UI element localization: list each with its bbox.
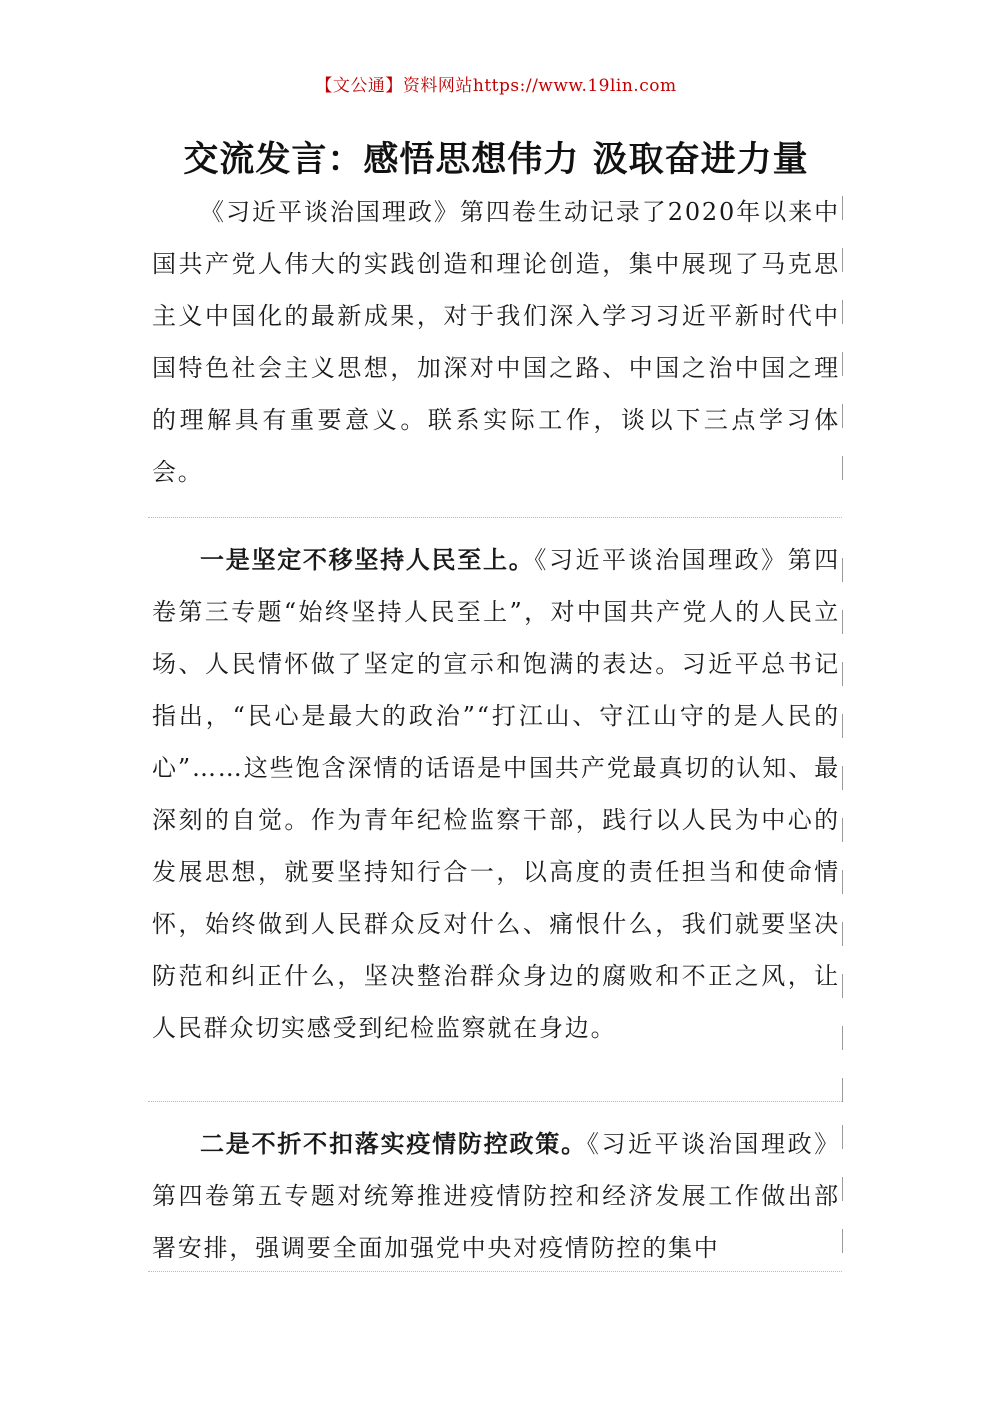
line-end-mark [842,870,843,894]
intro-paragraph [152,186,840,498]
point-one-paragraph [152,534,840,1054]
line-end-mark [842,558,843,582]
line-end-mark [842,1177,843,1201]
paragraph-body: 《习近平谈治国理政》第四卷生动记录了2020年以来中国共产党人伟大的实践创造和理论创造，集中展现了马克思主义中国化的最新成果，对于我们深入学习习近平新时代中国特色社会主义思想，加深对中国之路、中国之治中国之理的理解具有重要意义。联系实际工作，谈以下三点学习体会。 [152,198,840,486]
paragraph-body: 《习近平谈治国理政》第四卷第三专题“始终坚持人民至上”，对中国共产党人的人民立场、人民情怀做了坚定的宣示和饱满的表达。习近平总书记指出，“民心是最大的政治”“打江山、守江山守的是人民的心”……这些饱含深情的话语是中国共产党最真切的认知、最深刻的自觉。作为青年纪检监察干部，践行以人民为中心的发展思想，就要坚持知行合一，以高度的责任担当和使命情怀，始终做到人民群众反对什么、痛恨什么，我们就要坚决防范和纠正什么，坚决整治群众身边的腐败和不正之风，让人民群众切实感受到纪检监察就在身边。 [152,546,840,1042]
line-end-mark [842,300,843,324]
section-divider [148,1271,842,1272]
line-end-mark [842,818,843,842]
section-divider [148,517,842,518]
line-end-mark [842,1078,843,1102]
line-end-mark [842,922,843,946]
line-end-mark [842,456,843,480]
page-title: 交流发言：感悟思想伟力 汲取奋进力量 [183,139,809,180]
line-end-mark [842,1125,843,1149]
line-end-mark [842,974,843,998]
line-end-mark [842,1229,843,1253]
line-end-mark [842,662,843,686]
paragraph-lead: 二是不折不扣落实疫情防控政策。 [200,1130,587,1158]
paragraph-body: 《习近平谈治国理政》第四卷第五专题对统筹推进疫情防控和经济发展工作做出部署安排，强调要全面加强党中央对疫情防控的集中 [152,1130,840,1262]
line-end-mark [842,404,843,428]
source-website-line: 【文公通】资料网站https://www.19lin.com [315,76,677,96]
line-end-mark [842,1026,843,1050]
line-end-mark [842,714,843,738]
line-end-mark [842,352,843,376]
line-end-mark [842,248,843,272]
line-end-mark [842,610,843,634]
paragraph-lead: 一是坚定不移坚持人民至上。 [200,546,535,574]
line-end-mark [842,196,843,220]
point-two-paragraph [152,1118,840,1274]
line-end-mark [842,766,843,790]
section-divider [148,1101,842,1102]
